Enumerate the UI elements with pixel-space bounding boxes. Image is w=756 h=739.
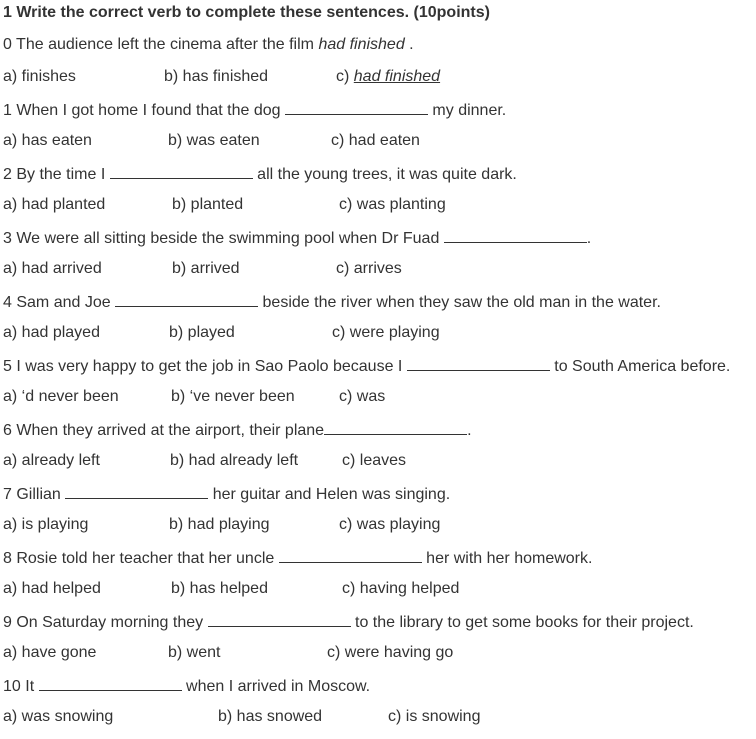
q2-option-a[interactable]: a) had planted [3, 196, 106, 213]
q3-option-a[interactable]: a) had arrived [3, 260, 102, 277]
q1-option-a[interactable]: a) has eaten [3, 132, 92, 149]
question-3 [3, 228, 591, 248]
q9-blank[interactable] [208, 612, 351, 627]
q7-option-a[interactable]: a) is playing [3, 516, 89, 533]
question-5 [3, 356, 730, 376]
q2-post: all the young trees, it was quite dark. [252, 166, 517, 183]
q6-pre: 6 When they arrived at the airport, their plane [3, 422, 325, 439]
q3-option-b[interactable]: b) arrived [172, 260, 240, 277]
q6-option-b[interactable]: b) had already left [170, 452, 299, 469]
example-pre: 0 The audience left the cinema after the film [3, 36, 319, 53]
example-option-c[interactable] [336, 68, 440, 86]
q9-option-c[interactable]: c) were having go [327, 644, 454, 661]
q9-option-a[interactable]: a) have gone [3, 644, 97, 661]
q3-post: . [586, 230, 592, 247]
q4-post: beside the river when they saw the old man in the water. [258, 294, 661, 311]
q2-option-b[interactable]: b) planted [172, 196, 244, 213]
example-option-a[interactable]: a) finishes [3, 68, 76, 85]
q4-option-c[interactable]: c) were playing [332, 324, 440, 341]
q9-pre: 9 On Saturday morning they [3, 614, 208, 631]
example-sentence [3, 36, 414, 54]
q8-option-b[interactable]: b) has helped [171, 580, 268, 597]
q3-pre: 3 We were all sitting beside the swimming pool when Dr Fuad [3, 230, 444, 247]
q10-option-c[interactable]: c) is snowing [388, 708, 481, 725]
q1-pre: 1 When I got home I found that the dog [3, 102, 285, 119]
q7-blank[interactable] [65, 484, 208, 499]
q7-post: her guitar and Helen was singing. [208, 486, 451, 503]
example-option-c-prefix: c) [336, 68, 354, 85]
example-option-c-answer: had finished [353, 68, 441, 85]
q4-option-a[interactable]: a) had played [3, 324, 100, 341]
q5-option-c[interactable]: c) was [339, 388, 386, 405]
q10-option-b[interactable]: b) has snowed [218, 708, 323, 725]
q6-option-a[interactable]: a) already left [3, 452, 100, 469]
q2-blank[interactable] [110, 164, 253, 179]
q8-blank[interactable] [279, 548, 422, 563]
q5-option-a[interactable]: a) ‘d never been [3, 388, 119, 405]
exercise-title: 1 Write the correct verb to complete these sentences. (10points) [3, 4, 490, 21]
q1-option-b[interactable]: b) was eaten [168, 132, 260, 149]
q10-pre: 10 It [3, 678, 39, 695]
question-7 [3, 484, 450, 504]
q8-option-a[interactable]: a) had helped [3, 580, 101, 597]
q4-pre: 4 Sam and Joe [3, 294, 116, 311]
q1-blank[interactable] [285, 100, 428, 115]
question-10 [3, 676, 370, 696]
q2-pre: 2 By the time I [3, 166, 110, 183]
q4-blank[interactable] [115, 292, 258, 307]
question-2 [3, 164, 517, 184]
q8-option-c[interactable]: c) having helped [342, 580, 460, 597]
question-8 [3, 548, 592, 568]
q1-post: my dinner. [427, 102, 507, 119]
question-9 [3, 612, 694, 632]
question-6 [3, 420, 472, 440]
q9-option-b[interactable]: b) went [168, 644, 221, 661]
q1-option-c[interactable]: c) had eaten [331, 132, 420, 149]
q8-pre: 8 Rosie told her teacher that her uncle [3, 550, 279, 567]
q2-option-c[interactable]: c) was planting [339, 196, 446, 213]
q7-pre: 7 Gillian [3, 486, 66, 503]
q10-post: when I arrived in Moscow. [181, 678, 371, 695]
question-4 [3, 292, 661, 312]
q5-blank[interactable] [407, 356, 550, 371]
q6-post: . [467, 422, 472, 439]
q4-option-b[interactable]: b) played [169, 324, 235, 341]
example-answer: had finished [318, 36, 405, 53]
q6-option-c[interactable]: c) leaves [342, 452, 407, 469]
q3-option-c[interactable]: c) arrives [336, 260, 402, 277]
example-post: . [404, 36, 414, 53]
q7-option-c[interactable]: c) was playing [339, 516, 441, 533]
q5-option-b[interactable]: b) ‘ve never been [171, 388, 295, 405]
q3-blank[interactable] [444, 228, 587, 243]
example-option-b[interactable]: b) has finished [164, 68, 269, 85]
question-1 [3, 100, 506, 120]
q6-blank[interactable] [324, 420, 467, 435]
q10-blank[interactable] [39, 676, 182, 691]
q5-pre: 5 I was very happy to get the job in Sao Paolo because I [3, 358, 407, 375]
q8-post: her with her homework. [421, 550, 593, 567]
q9-post: to the library to get some books for their project. [350, 614, 694, 631]
q5-post: to South America before. [549, 358, 731, 375]
q10-option-a[interactable]: a) was snowing [3, 708, 114, 725]
q7-option-b[interactable]: b) had playing [169, 516, 270, 533]
